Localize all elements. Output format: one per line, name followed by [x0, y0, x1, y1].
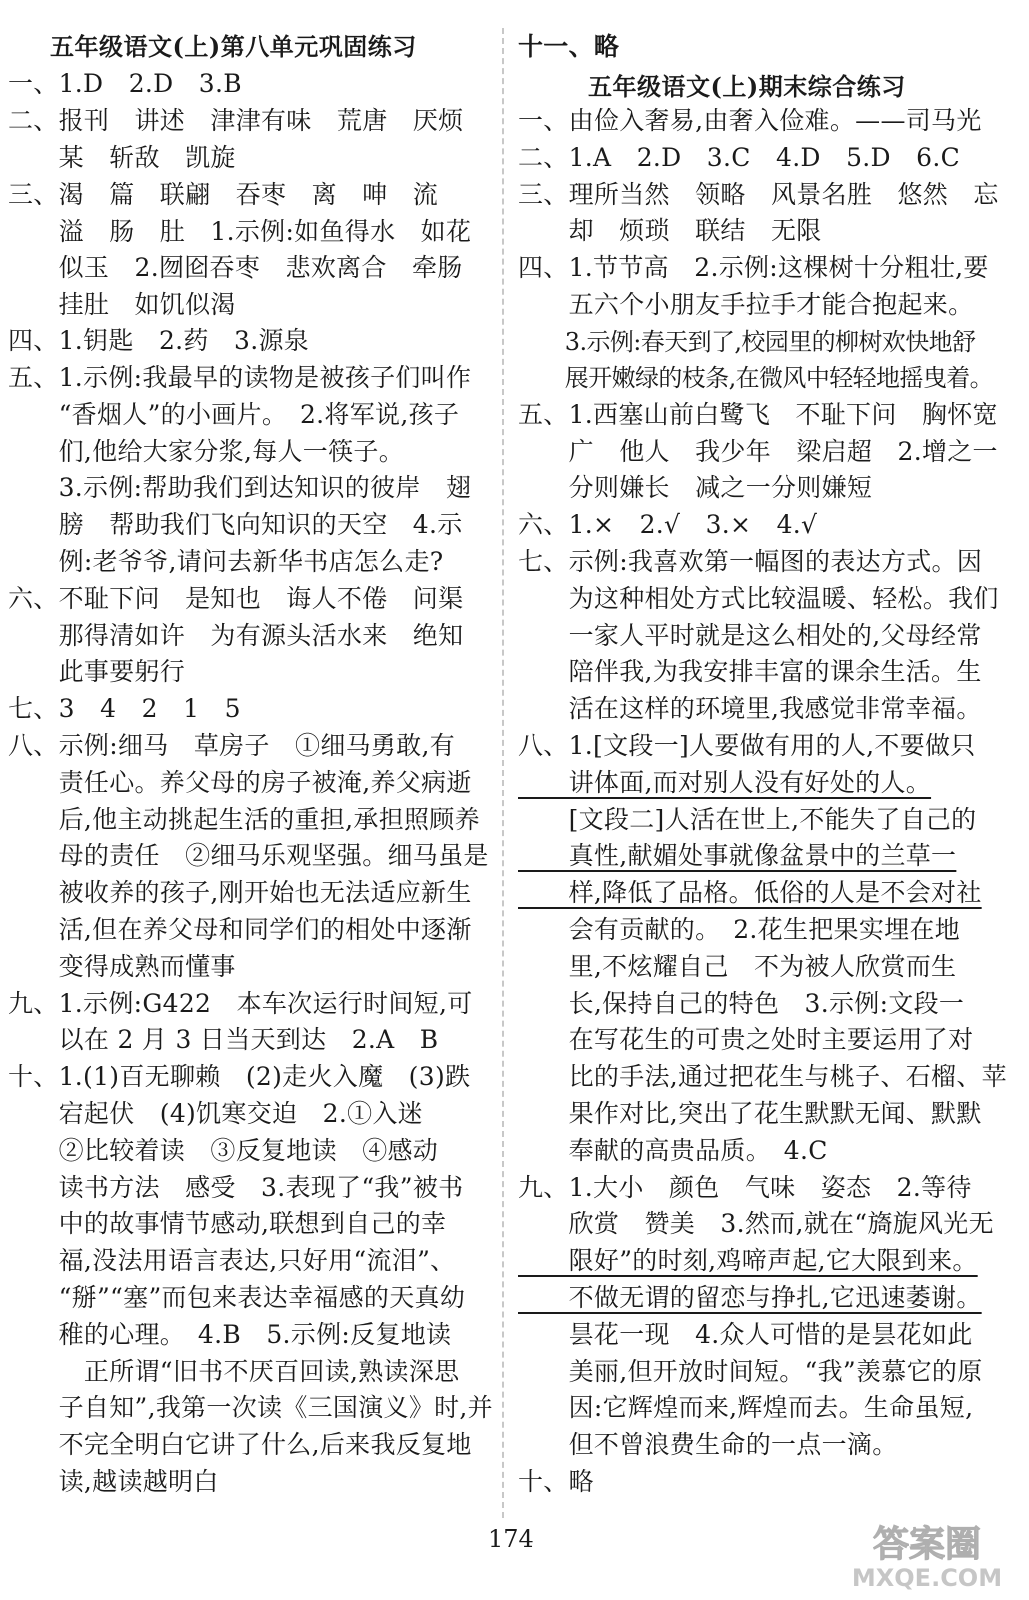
underlined-answer-line: 样,降低了品格。低俗的人是不会对社 — [518, 878, 982, 907]
answer-line: 3.示例:帮助我们到达知识的彼岸 翅 — [8, 473, 472, 502]
answer-line: 一、由俭入奢易,由奢入俭难。——司马光 — [518, 106, 982, 135]
underlined-answer-line: 不做无谓的留恋与挣扎,它迅速萎谢。 — [518, 1283, 982, 1312]
answer-line: 九、1.大小 颜色 气味 姿态 2.等待 — [518, 1173, 972, 1202]
watermark-icon — [838, 1512, 1016, 1592]
answer-line: 福,没法用语言表达,只好用“流泪”、 — [8, 1246, 456, 1275]
answer-line: 二、报刊 讲述 津津有味 荒唐 厌烦 — [8, 106, 464, 135]
answer-line: “香烟人”的小画片。 2.将军说,孩子 — [8, 400, 460, 429]
answer-line: 分则嫌长 减之一分则嫌短 — [518, 473, 873, 502]
answer-line: 变得成熟而懂事 — [8, 952, 236, 981]
column-divider — [502, 28, 504, 1518]
answer-line: 后,他主动挑起生活的重担,承担照顾养 — [8, 805, 480, 834]
answer-line: 二、1.A 2.D 3.C 4.D 5.D 6.C — [518, 143, 961, 172]
answer-line: 展开嫩绿的枝条,在微风中轻轻地摇曳着。 — [518, 364, 994, 392]
answer-line: 陪伴我,为我安排丰富的课余生活。生 — [518, 657, 982, 686]
answer-line: 五、1.西塞山前白鹭飞 不耻下问 胸怀宽 — [518, 400, 998, 429]
answer-line: 会有贡献的。 2.花生把果实埋在地 — [518, 915, 961, 944]
answer-line: 因:它辉煌而来,辉煌而去。生命虽短, — [518, 1393, 974, 1422]
answer-line: 四、1.节节高 2.示例:这棵树十分粗壮,要 — [518, 253, 989, 282]
answer-line: 长,保持自己的特色 3.示例:文段一 — [518, 989, 965, 1018]
answer-line: 不完全明白它讲了什么,后来我反复地 — [8, 1430, 472, 1459]
answer-line: 挂肚 如饥似渴 — [8, 290, 236, 319]
answer-line: 八、1.[文段一]人要做有用的人,不要做只 — [518, 731, 976, 760]
answer-line: 母的责任 ②细马乐观坚强。细马虽是 — [8, 841, 489, 870]
answer-line: 比的手法,通过把花生与桃子、石榴、苹 — [518, 1062, 1007, 1091]
right-section-heading: 五年级语文(上)期末综合练习 — [588, 72, 906, 101]
answer-line: 被收养的孩子,刚开始也无法适应新生 — [8, 878, 472, 907]
answer-line: 读书方法 感受 3.表现了“我”被书 — [8, 1173, 464, 1202]
answer-line: 七、3 4 2 1 5 — [8, 694, 241, 723]
answer-line: 十一、略 — [518, 32, 620, 61]
underlined-answer-line: 讲体面,而对别人没有好处的人。 — [518, 768, 932, 797]
watermark-title: 答案圈 — [872, 1524, 982, 1565]
answer-line: 六、1.× 2.√ 3.× 4.√ — [518, 510, 818, 539]
answer-line: 们,他给大家分浆,每人一筷子。 — [8, 437, 404, 466]
answer-line: 例:老爷爷,请问去新华书店怎么走? — [8, 547, 444, 576]
answer-line: 四、1.钥匙 2.药 3.源泉 — [8, 326, 310, 355]
answer-line: 责任心。养父母的房子被淹,养父病逝 — [8, 768, 472, 797]
answer-line: 3.示例:春天到了,校园里的柳树欢快地舒 — [518, 328, 976, 356]
answer-line: 却 烦琐 联结 无限 — [518, 216, 822, 245]
answer-line: ②比较着读 ③反复地读 ④感动 — [8, 1136, 439, 1165]
answer-line: 七、示例:我喜欢第一幅图的表达方式。因 — [518, 547, 983, 576]
answer-line: 活,但在养父母和同学们的相处中逐渐 — [8, 915, 472, 944]
answer-line: 昙花一现 4.众人可惜的是昙花如此 — [518, 1320, 973, 1349]
answer-line: 正所谓“旧书不厌百回读,熟读深思 — [8, 1357, 460, 1386]
answer-line: 某 斩敌 凯旋 — [8, 143, 236, 172]
answer-line: 八、示例:细马 草房子 ①细马勇敢,有 — [8, 731, 456, 760]
answer-line: 十、略 — [518, 1467, 594, 1496]
answer-line: 三、渴 篇 联翩 吞枣 离 呻 流 — [8, 180, 439, 209]
answer-line: 但不曾浪费生命的一点一滴。 — [518, 1430, 898, 1459]
answer-line: 五、1.示例:我最早的读物是被孩子们叫作 — [8, 363, 472, 392]
watermark-logo — [838, 1512, 1016, 1592]
answer-line: 在写花生的可贵之处时主要运用了对 — [518, 1025, 974, 1054]
answer-line: 五六个小朋友手拉手才能合抱起来。 — [518, 290, 974, 319]
answer-line: 奉献的高贵品质。 4.C — [518, 1136, 828, 1165]
answer-line: 六、不耻下问 是知也 诲人不倦 问渠 — [8, 584, 464, 613]
answer-line: 为这种相处方式比较温暖、轻松。我们 — [518, 584, 999, 613]
answer-line: 一家人平时就是这么相处的,父母经常 — [518, 621, 982, 650]
answer-line: 似玉 2.囫囵吞枣 悲欢离合 牵肠 — [8, 253, 463, 282]
answer-line: 三、理所当然 领略 风景名胜 悠然 忘 — [518, 180, 999, 209]
answer-line: “掰”“塞”而包来表达幸福感的天真幼 — [8, 1283, 466, 1312]
answer-line: 溢 肠 肚 1.示例:如鱼得水 如花 — [8, 217, 472, 246]
answer-line: 九、1.示例:G422 本车次运行时间短,可 — [8, 989, 473, 1018]
answer-line: 美丽,但开放时间短。“我”羡慕它的原 — [518, 1357, 983, 1386]
underlined-answer-line: 限好”的时刻,鸡啼声起,它大限到来。 — [518, 1246, 978, 1275]
answer-line: 以在 2 月 3 日当天到达 2.A B — [8, 1025, 439, 1054]
page-number: 174 — [488, 1525, 534, 1553]
answer-line: 子自知”,我第一次读《三国演义》时,并 — [8, 1393, 493, 1422]
answer-line: 十、1.(1)百无聊赖 (2)走火入魔 (3)跌 — [8, 1062, 471, 1091]
answer-line: 一、1.D 2.D 3.B — [8, 69, 242, 98]
answer-line: 欣赏 赞美 3.然而,就在“旖旎风光无 — [518, 1209, 994, 1238]
answer-line: 果作对比,突出了花生默默无闻、默默 — [518, 1099, 982, 1128]
watermark-domain: MXQE.COM — [851, 1564, 1003, 1592]
answer-line: 那得清如许 为有源头活水来 绝知 — [8, 621, 464, 650]
answer-line: 稚的心理。 4.B 5.示例:反复地读 — [8, 1320, 452, 1349]
answer-line: 活在这样的环境里,我感觉非常幸福。 — [518, 694, 982, 723]
answer-line: 读,越读越明白 — [8, 1467, 219, 1496]
answer-line: 里,不炫耀自己 不为被人欣赏而生 — [518, 952, 957, 981]
answer-line: 膀 帮助我们飞向知识的天空 4.示 — [8, 510, 463, 539]
left-section-heading: 五年级语文(上)第八单元巩固练习 — [50, 32, 417, 61]
answer-line: 广 他人 我少年 梁启超 2.增之一 — [518, 437, 998, 466]
answer-line: [文段二]人活在世上,不能失了自己的 — [518, 805, 977, 834]
answer-line: 此事要躬行 — [8, 657, 186, 686]
underlined-answer-line: 真性,献媚处事就像盆景中的兰草一 — [518, 841, 957, 870]
answer-line: 中的故事情节感动,联想到自己的幸 — [8, 1209, 447, 1238]
answer-line: 宕起伏 (4)饥寒交迫 2.①入迷 — [8, 1099, 423, 1128]
